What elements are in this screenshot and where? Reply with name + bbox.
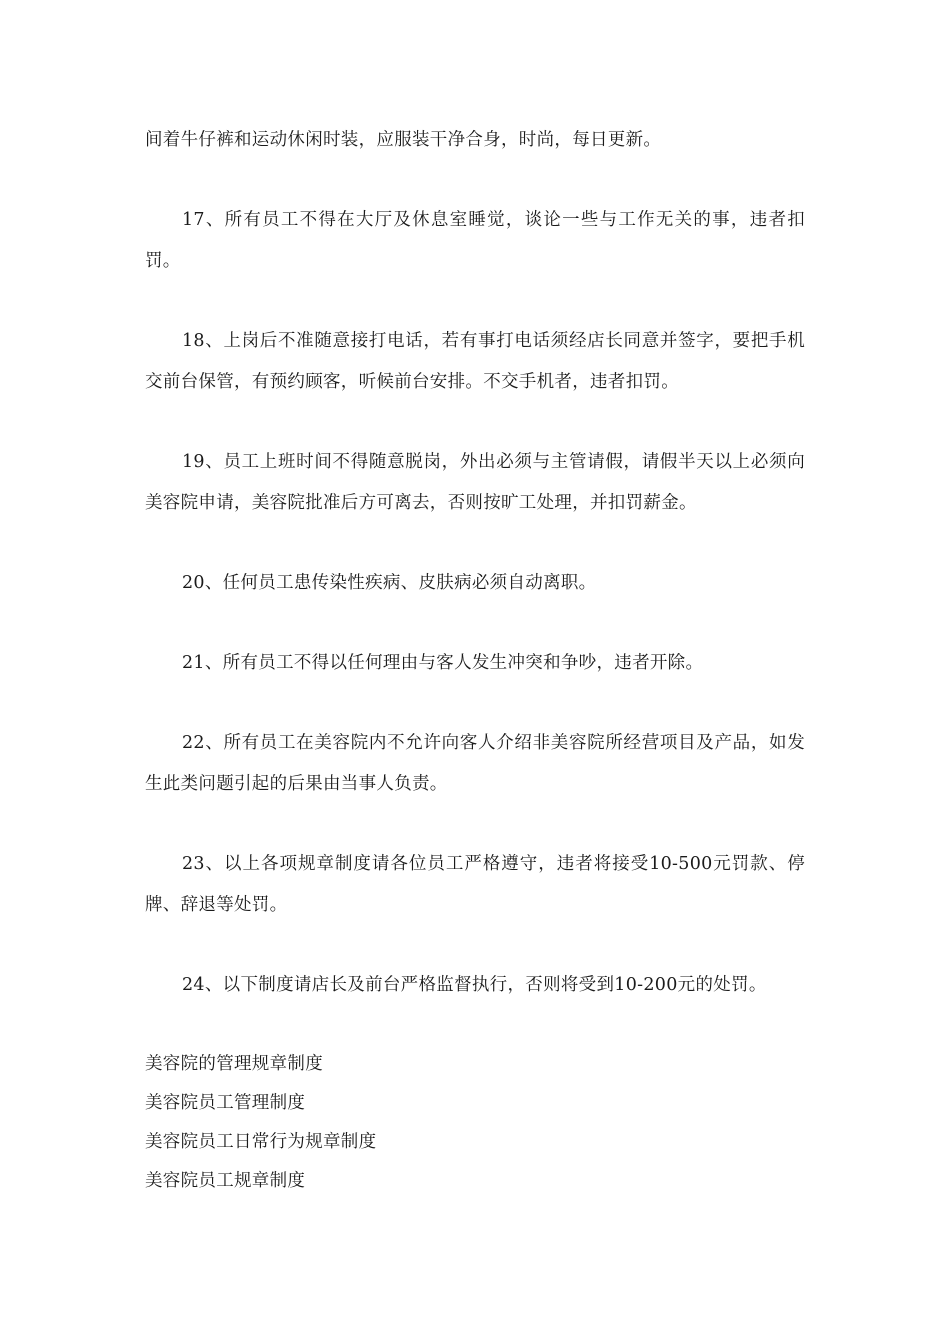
document-body (145, 120, 805, 1201)
related-item: 美容院员工管理制度 (145, 1093, 306, 1113)
rule-23: 23、以上各项规章制度请各位员工严格遵守，违者将接受10-500元罚款、停牌、辞退等处罚。 (145, 854, 805, 915)
related-item: 美容院的管理规章制度 (145, 1054, 323, 1074)
related-item: 美容院员工规章制度 (145, 1171, 306, 1191)
rule-18: 18、上岗后不准随意接打电话，若有事打电话须经店长同意并签字，要把手机交前台保管，有预约顾客，听候前台安排。不交手机者，违者扣罚。 (145, 331, 805, 392)
related-list (145, 1045, 805, 1201)
rule-17: 17、所有员工不得在大厅及休息室睡觉，谈论一些与工作无关的事，违者扣罚。 (145, 210, 805, 271)
rule-20: 20、任何员工患传染性疾病、皮肤病必须自动离职。 (182, 573, 597, 593)
rule-19: 19、员工上班时间不得随意脱岗，外出必须与主管请假，请假半天以上必须向美容院申请，美容院批准后方可离去，否则按旷工处理，并扣罚薪金。 (145, 452, 805, 513)
paragraph-continuation: 间着牛仔裤和运动休闲时装，应服装干净合身，时尚，每日更新。 (145, 130, 662, 150)
rule-22: 22、所有员工在美容院内不允许向客人介绍非美容院所经营项目及产品，如发生此类问题引起的后果由当事人负责。 (145, 733, 805, 794)
rule-21: 21、所有员工不得以任何理由与客人发生冲突和争吵，违者开除。 (182, 653, 704, 673)
rule-24: 24、以下制度请店长及前台严格监督执行，否则将受到10-200元的处罚。 (182, 975, 767, 995)
related-item: 美容院员工日常行为规章制度 (145, 1132, 377, 1152)
